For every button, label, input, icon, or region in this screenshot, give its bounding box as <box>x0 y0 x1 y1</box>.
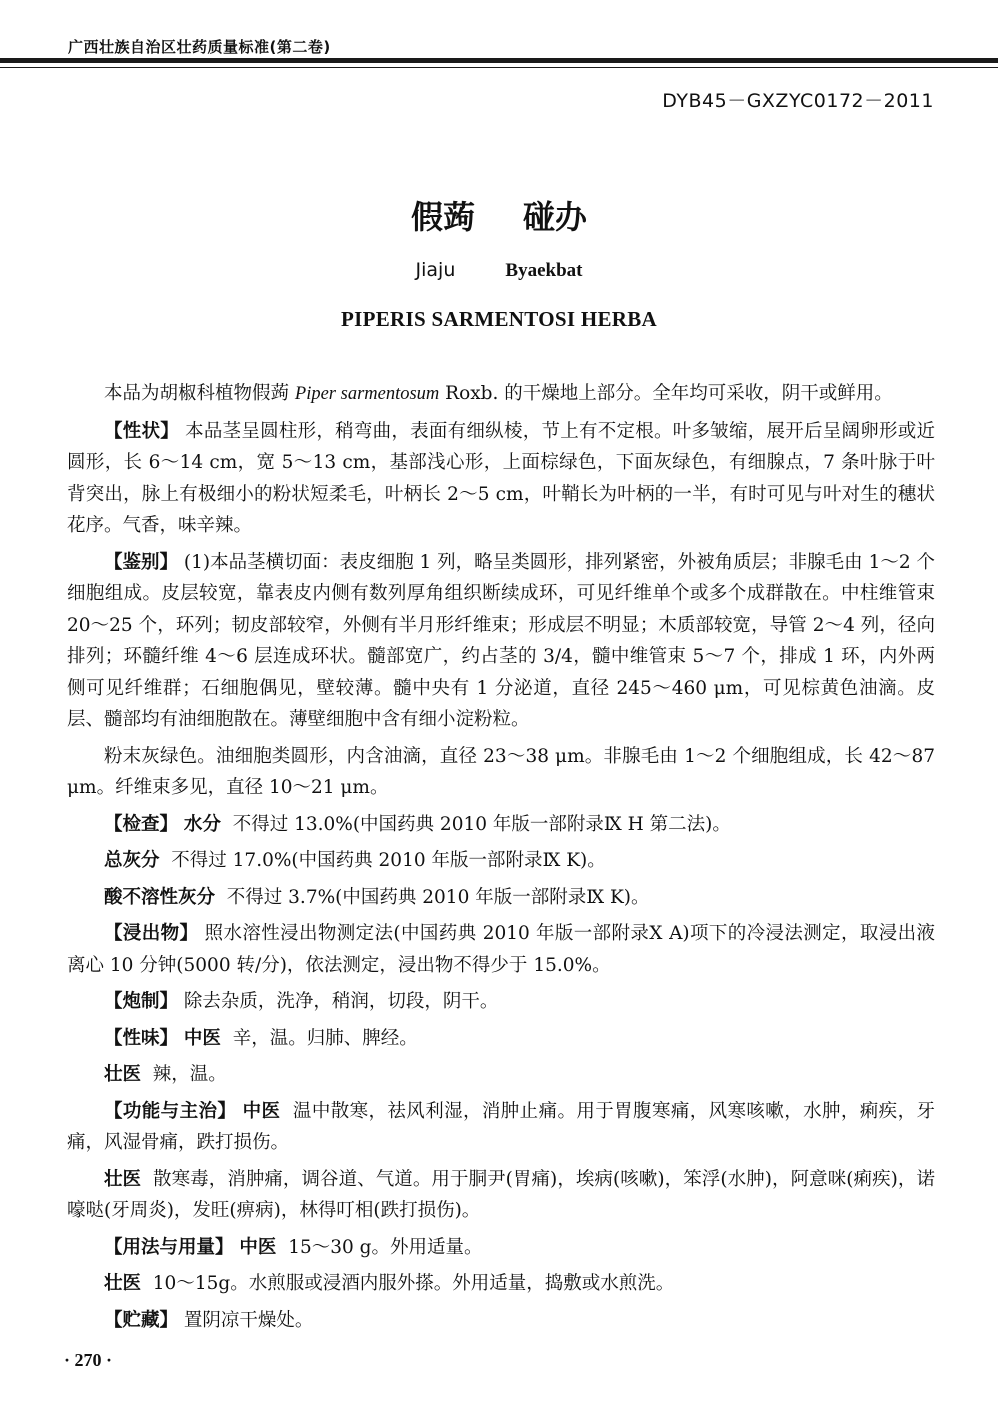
title-zhuang-name: Byaekbat <box>505 260 583 281</box>
item-label: 壮医 <box>104 1168 142 1190</box>
item-text: 不得过 3.7%(中国药典 2010 年版一部附录Ⅸ K)。 <box>226 886 650 908</box>
jiancha-total-ash <box>67 845 935 877</box>
section-label: 【功能与主治】 <box>104 1100 237 1122</box>
yongfa-zhuangyi <box>67 1268 935 1300</box>
xingwei-zhuangyi <box>67 1059 935 1091</box>
intro-text: 本品为胡椒科植物假蒟 <box>104 383 295 404</box>
section-gongneng <box>67 1096 935 1159</box>
section-label: 【贮藏】 <box>104 1309 179 1331</box>
section-label: 【用法与用量】 <box>104 1236 234 1258</box>
item-label: 总灰分 <box>104 850 160 871</box>
item-label: 壮医 <box>104 1064 142 1085</box>
section-text: 照水溶性浸出物测定法(中国药典 2010 年版一部附录Ⅹ A)项下的冷浸法测定，取浸出液离心 10 分钟(5000 转/分)，依法测定，浸出物不得少于 15.0%。 <box>67 923 935 976</box>
item-label: 壮医 <box>104 1273 142 1294</box>
section-label: 【性状】 <box>104 420 180 442</box>
item-text: 辣，温。 <box>152 1064 227 1085</box>
monograph-body <box>67 378 935 1341</box>
section-text: 本品茎呈圆柱形，稍弯曲，表面有细纵棱，节上有不定根。叶多皱缩，展开后呈阔卵形或近圆形，长 6～14 cm，宽 5～13 cm，基部浅心形，上面棕绿色，下面灰绿色，有细腺点，7 条叶脉于叶背突出，脉上有极细小的粉状短柔毛，叶柄长 2～5 cm，叶鞘长为叶柄的一半，有时可见与叶对生的穗状花序。气香，味辛辣。 <box>67 420 935 536</box>
item-text: 辛，温。归肺、脾经。 <box>232 1027 418 1049</box>
item-text: 10～15g。水煎服或浸酒内服外搽。外用适量，捣敷或水煎洗。 <box>152 1273 675 1294</box>
title-latin: PIPERIS SARMENTOSI HERBA <box>340 307 658 331</box>
section-jinchuwu <box>67 918 935 981</box>
section-label: 【鉴别】 <box>104 551 179 573</box>
page-number: · 270 · <box>64 1350 113 1370</box>
item-text: 15～30 g。外用适量。 <box>288 1236 483 1258</box>
section-xingzhuang <box>67 416 935 542</box>
section-jiancha-moisture <box>67 809 935 841</box>
gongneng-zhuangyi <box>67 1164 935 1227</box>
section-yongfa <box>67 1232 935 1264</box>
item-label: 中医 <box>242 1100 281 1122</box>
standard-code: DYB45－GXZYC0172－2011 <box>662 90 934 112</box>
title-zhuang: 碰办 <box>523 198 588 236</box>
powder-paragraph: 粉末灰绿色。油细胞类圆形，内含油滴，直径 23～38 μm。非腺毛由 1～2 个细胞组成，长 42～87 μm。纤维束多见，直径 10～21 μm。 <box>67 745 935 798</box>
section-text: 置阴凉干燥处。 <box>183 1309 314 1331</box>
section-text: 除去杂质，洗净，稍润，切段，阴干。 <box>183 991 499 1012</box>
section-label: 【性味】 <box>104 1027 179 1049</box>
item-text: 不得过 17.0%(中国药典 2010 年版一部附录Ⅸ K)。 <box>171 850 606 871</box>
intro-text-end: Roxb. 的干燥地上部分。全年均可采收，阴干或鲜用。 <box>439 383 893 404</box>
section-paozhi <box>67 986 935 1018</box>
title-romanization <box>0 259 998 282</box>
section-label: 【炮制】 <box>104 991 179 1012</box>
section-zhucang <box>67 1305 935 1337</box>
title-pinyin: Jiaju <box>415 259 456 281</box>
title-chinese: 假蒟 <box>410 198 475 236</box>
header-rule <box>0 58 998 63</box>
item-text: 温中散寒，祛风利湿，消肿止痛。用于胃腹寒痛，风寒咳嗽，水肿，痢疾，牙痛，风湿骨痛，跌打损伤。 <box>67 1100 935 1153</box>
item-label: 水分 <box>183 813 221 835</box>
section-label: 【浸出物】 <box>104 923 199 944</box>
section-label: 【检查】 <box>104 813 179 835</box>
item-label: 中医 <box>239 1236 277 1258</box>
item-label: 中医 <box>183 1027 221 1049</box>
item-label: 酸不溶性灰分 <box>104 886 216 908</box>
section-jianbie <box>67 547 935 736</box>
section-xingwei <box>67 1023 935 1055</box>
item-text: 不得过 13.0%(中国药典 2010 年版一部附录Ⅸ H 第二法)。 <box>232 813 731 835</box>
jiancha-acid-ash <box>67 882 935 914</box>
intro-paragraph <box>67 378 935 411</box>
running-header: 广西壮族自治区壮药质量标准(第二卷) <box>68 38 331 56</box>
species-name: Piper sarmentosum <box>294 384 440 404</box>
item-text: 散寒毒，消肿痛，调谷道、气道。用于胴尹(胃痛)，埃病(咳嗽)，笨浮(水肿)，阿意咪(痢疾)，诺嚎哒(牙周炎)，发旺(痹病)，林得叮相(跌打损伤)。 <box>67 1168 935 1221</box>
section-text: (1)本品茎横切面：表皮细胞 1 列，略呈类圆形，排列紧密，外被角质层；非腺毛由 1～2 个细胞组成。皮层较宽，靠表皮内侧有数列厚角组织断续成环，可见纤维单个或多个成群散在。中柱维管束 20～25 个，环列；韧皮部较窄，外侧有半月形纤维束；形成层不明显；木质部较宽，导管 2～4 列，径向排列；环髓纤维 4～6 层连成环状。髓部宽广，约占茎的 3/4，髓中维管束 5～7 个，排成 1 环，内外两侧可见纤维群；石细胞偶见，壁较薄。髓中央有 1 分泌道，直径 245～460 μm，可见棕黄色油滴。皮层、髓部均有油细胞散在。薄壁细胞中含有细小淀粉粒。 <box>67 551 935 730</box>
page-title <box>0 192 998 238</box>
